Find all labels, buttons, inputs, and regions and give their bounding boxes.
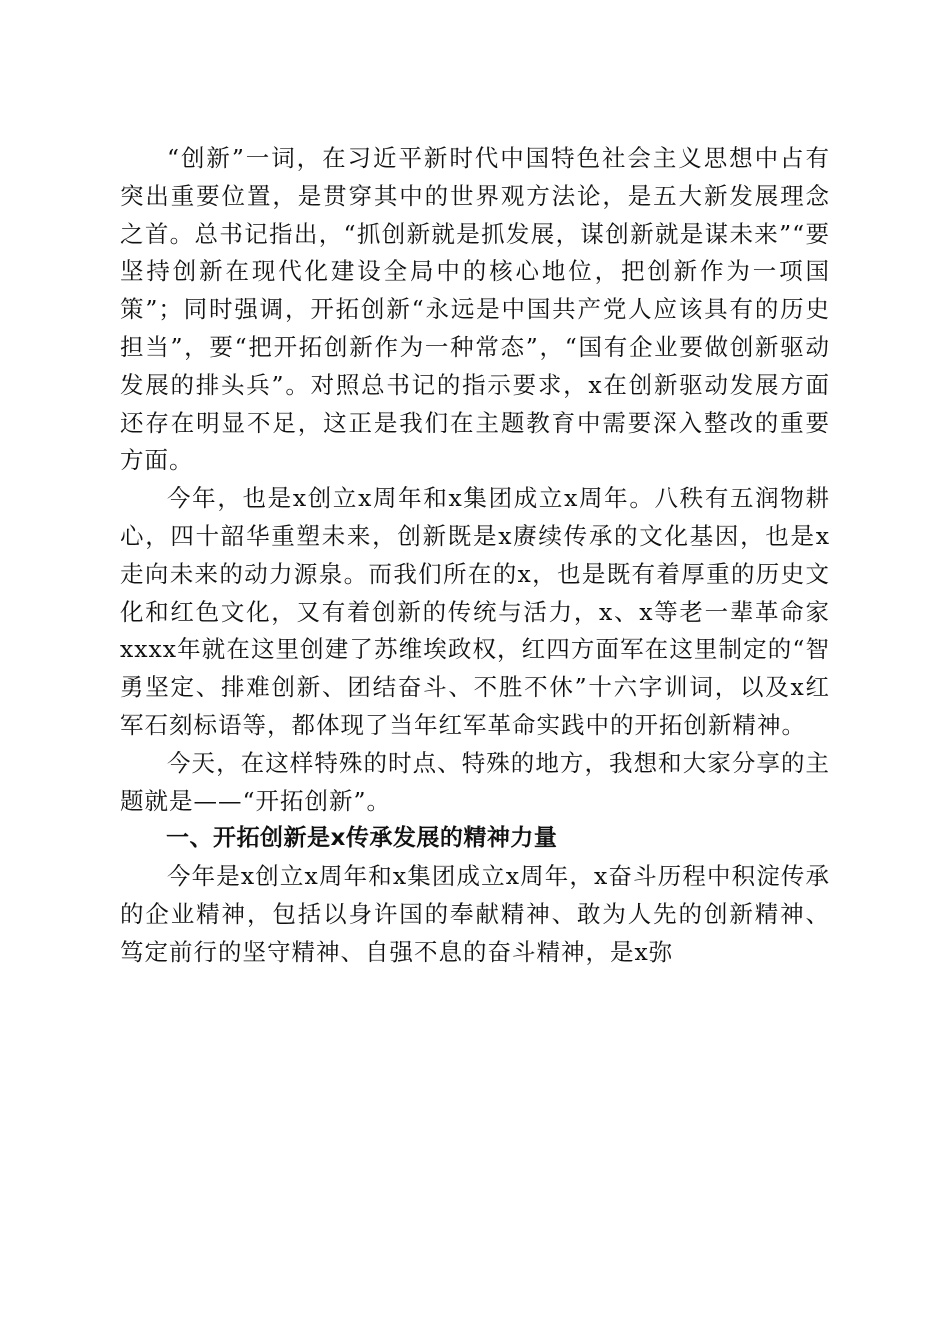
paragraph-2: 今年，也是x创立x周年和x集团成立x周年。八秩有五润物耕心，四十韶华重塑未来，创新既是x赓续传承的文化基因，也是x走向未来的动力源泉。而我们所在的x，也是既有着厚重的历史文化和红色文化，又有着创新的传统与活力，x、x等老一辈革命家xxxx年就在这里创建了苏维埃政权，红四方面军在这里制定的“智勇坚定、排难创新、团结奋斗、不胜不休”十六字训词，以及x红军石刻标语等，都体现了当年红军革命实践中的开拓创新精神。: [120, 484, 830, 739]
document-page: [120, 140, 830, 972]
section-heading: 一、开拓创新是x传承发展的精神力量: [166, 825, 558, 852]
paragraph-4: 今年是x创立x周年和x集团成立x周年，x奋斗历程中积淀传承的企业精神，包括以身许国的奉献精神、敢为人先的创新精神、笃定前行的坚守精神、自强不息的奋斗精神，是x弥: [120, 862, 830, 966]
paragraph-3: 今天，在这样特殊的时点、特殊的地方，我想和大家分享的主题就是——“开拓创新”。: [120, 748, 830, 815]
paragraph-1: “创新”一词，在习近平新时代中国特色社会主义思想中占有突出重要位置，是贯穿其中的世界观方法论，是五大新发展理念之首。总书记指出，“抓创新就是抓发展，谋创新就是谋未来”“要坚持创新在现代化建设全局中的核心地位，把创新作为一项国策”；同时强调，开拓创新“永远是中国共产党人应该具有的历史担当”，要“把开拓创新作为一种常态”，“国有企业要做创新驱动发展的排头兵”。对照总书记的指示要求，x在创新驱动发展方面还存在明显不足，这正是我们在主题教育中需要深入整改的重要方面。: [120, 144, 830, 475]
